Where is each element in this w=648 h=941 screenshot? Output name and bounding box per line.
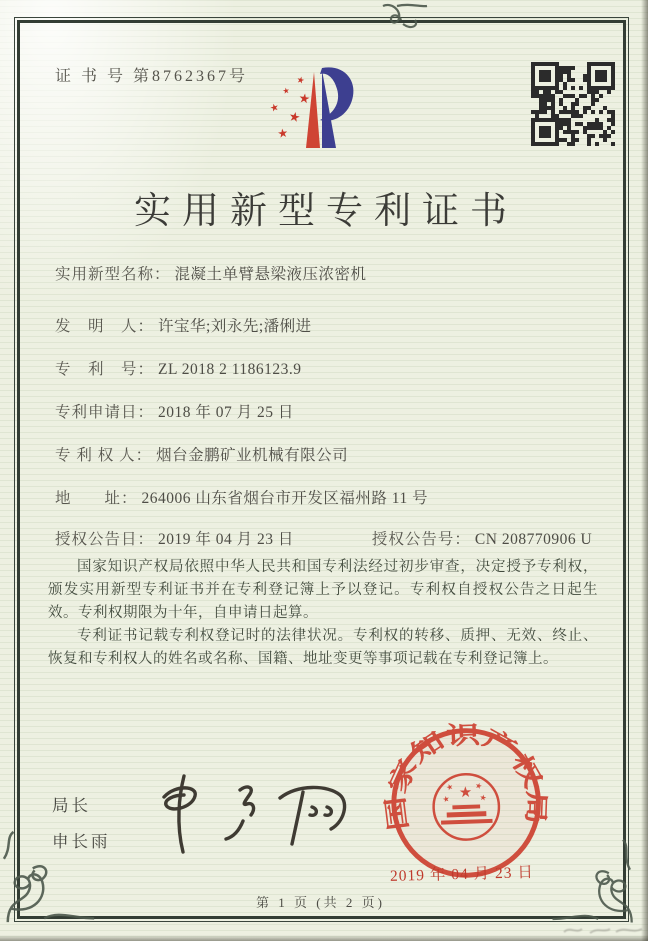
field-label: 发 明 人： xyxy=(55,318,155,335)
field-value: 混凝土单臂悬梁液压浓密机 xyxy=(174,266,367,283)
field-filing-date xyxy=(55,400,603,422)
field-inventors xyxy=(55,314,603,336)
field-value: ZL 2018 2 1186123.9 xyxy=(158,361,302,378)
svg-text:★: ★ xyxy=(473,780,484,792)
certificate-number: 证 书 号 第8762367号 xyxy=(55,68,249,85)
field-label: 授权公告号： xyxy=(371,531,471,548)
field-value: 烟台金鹏矿业机械有限公司 xyxy=(156,447,349,464)
flourish-bottom-left-icon xyxy=(2,828,98,928)
field-label: 专利申请日： xyxy=(55,404,155,421)
svg-text:★: ★ xyxy=(441,794,451,805)
svg-text:★: ★ xyxy=(268,101,281,115)
svg-text:★: ★ xyxy=(295,75,306,87)
field-label: 专 利 号： xyxy=(55,361,155,378)
svg-text:★: ★ xyxy=(444,781,455,793)
qr-code-icon xyxy=(531,62,615,146)
field-patentee xyxy=(55,443,603,465)
certificate-title: 实用新型专利证书 xyxy=(134,191,518,232)
commissioner-title: 局长 xyxy=(52,797,91,815)
svg-text:★: ★ xyxy=(458,782,473,802)
svg-text:★: ★ xyxy=(287,109,302,127)
grant-number xyxy=(372,527,592,549)
field-value: CN 208770906 U xyxy=(474,531,593,548)
legal-text-block xyxy=(48,556,598,671)
field-label: 实用新型名称： xyxy=(55,266,171,283)
field-value: 2019 年 04 月 23 日 xyxy=(158,531,294,548)
field-value: 许宝华;刘永先;潘俐进 xyxy=(158,318,312,335)
field-patent-number xyxy=(55,357,603,379)
field-address xyxy=(55,486,603,508)
field-label: 专 利 权 人： xyxy=(55,447,153,464)
page-edge-right xyxy=(641,0,648,941)
field-value: 264006 山东省烟台市开发区福州路 11 号 xyxy=(141,490,429,507)
flourish-bottom-right-icon xyxy=(543,838,643,926)
commissioner-name: 申长雨 xyxy=(52,833,111,851)
seal-authority-text: 国家知识产权局 xyxy=(383,722,550,832)
legal-paragraph-1: 国家知识产权局依照中华人民共和国专利法经过初步审查，决定授予专利权，颁发实用新型专利证书并在专利登记簿上予以登记。专利权自授权公告之日起生效。专利权期限为十年，自申请日起算。 xyxy=(48,559,598,621)
page-edge-bottom xyxy=(0,935,648,941)
field-label: 地 址： xyxy=(55,490,138,507)
field-grant-row xyxy=(55,527,603,549)
svg-text:★: ★ xyxy=(478,792,488,803)
page-footer: 第 1 页 (共 2 页) xyxy=(256,895,385,910)
svg-text:★: ★ xyxy=(276,125,290,141)
svg-text:★: ★ xyxy=(297,91,312,108)
field-value: 2018 年 07 月 25 日 xyxy=(158,404,294,421)
svg-text:★: ★ xyxy=(281,85,291,96)
flourish-top-icon xyxy=(381,0,429,36)
legal-paragraph-2: 专利证书记载专利权登记时的法律状况。专利权的转移、质押、无效、终止、恢复和专利权人的姓名或名称、国籍、地址变更等事项记载在专利登记簿上。 xyxy=(48,628,598,667)
seal-date: 2019 年 04 月 23 日 xyxy=(389,864,535,885)
field-utility-model-name xyxy=(55,262,603,284)
handwritten-signature-icon xyxy=(142,762,367,860)
grant-date xyxy=(55,527,294,549)
cnipa-logo-icon xyxy=(256,60,360,160)
field-label: 授权公告日： xyxy=(55,531,155,548)
